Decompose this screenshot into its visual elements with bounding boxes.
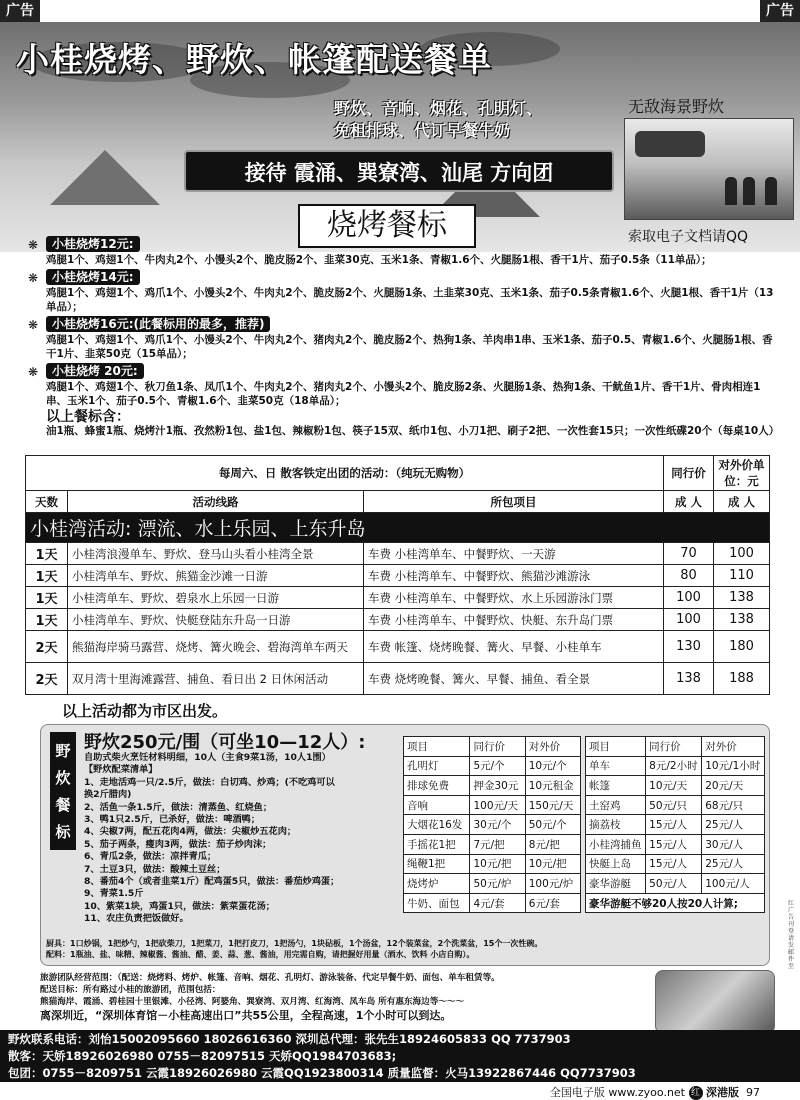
menu-item — [28, 363, 780, 408]
menu-item — [28, 236, 780, 267]
cell: 10元/把 — [470, 854, 525, 874]
table-row — [586, 854, 765, 874]
cell: 10元/把 — [525, 854, 580, 874]
table-row — [26, 543, 770, 565]
service-notes — [40, 972, 640, 1022]
section-title: 小桂湾活动: 漂流、水上乐园、上东升岛 — [26, 513, 770, 543]
cell: 对外价 — [702, 737, 765, 757]
table-row — [26, 587, 770, 609]
col-days: 天数 — [26, 491, 68, 513]
table-row — [586, 776, 765, 796]
vtag-char: 餐 — [55, 796, 71, 814]
distance-note: 离深圳近，“深圳体育馆－小桂高速出口”共55公里，全程高速，1个小时可以到达。 — [40, 1009, 452, 1022]
cell: 50元/个 — [525, 815, 580, 835]
publisher-logo-icon: 红 — [689, 1086, 703, 1100]
table-row — [404, 834, 581, 854]
activity-caption: 每周六、日 散客铁定出团的活动：（纯玩无购物） — [26, 456, 664, 491]
cell: 100元/炉 — [525, 874, 580, 894]
cookware-notes — [40, 938, 770, 960]
cell: 68元/只 — [702, 795, 765, 815]
vtag-char: 野 — [55, 742, 71, 760]
picnic-vertical-tag — [50, 732, 76, 850]
page-number: 97 — [746, 1086, 760, 1099]
table-header-row — [26, 456, 770, 491]
cell: 排球免费 — [404, 776, 470, 796]
peer-price-header: 同行价 — [664, 456, 714, 491]
row-peer-price: 70 — [664, 543, 714, 565]
table-row — [26, 631, 770, 663]
cell: 15元/人 — [646, 854, 702, 874]
cell: 5元/个 — [470, 756, 525, 776]
row-public-price: 110 — [714, 565, 770, 587]
row-items: 车费 小桂湾单车、中餐野炊、快艇、东升岛门票 — [364, 609, 664, 631]
row-items: 车费 小桂湾单车、中餐野炊、熊猫沙滩游泳 — [364, 565, 664, 587]
row-days: 1天 — [26, 543, 68, 565]
list-item: 【野炊配菜清单】 — [84, 764, 158, 776]
cell: 100元/天 — [470, 795, 525, 815]
contact-line: 野炊联系电话：刘怡15002095660 18026616360 深圳总代理：张先生18924605833 QQ 7737903 — [8, 1032, 571, 1046]
activity-table — [25, 455, 770, 695]
table-row — [26, 609, 770, 631]
cell: 50元/人 — [646, 874, 702, 894]
cell: 20元/天 — [702, 776, 765, 796]
cell: 25元/人 — [702, 815, 765, 835]
table-header-row — [26, 491, 770, 513]
extras-price-table-1 — [403, 736, 581, 913]
service-line-2: 免租排球、代订早餐牛奶 — [334, 121, 511, 140]
cell: 30元/个 — [470, 815, 525, 835]
vtag-char: 炊 — [55, 769, 71, 787]
person-shape — [743, 177, 755, 205]
cell: 同行价 — [470, 737, 525, 757]
section-row — [26, 513, 770, 543]
row-days: 1天 — [26, 565, 68, 587]
list-item: 3、鸭1只2.5斤，已杀好，做法：啤酒鸭； — [84, 814, 261, 826]
table-row — [586, 756, 765, 776]
flower-bullet-icon: ❋ — [28, 238, 39, 252]
tent-shape — [50, 150, 160, 205]
cell: 烧烤炉 — [404, 874, 470, 894]
extras-price-table-2 — [585, 736, 765, 913]
vtag-char: 标 — [55, 823, 71, 841]
table-row — [586, 834, 765, 854]
list-item: 4、尖椒7两，配五花肉4两，做法：尖椒炒五花肉； — [84, 826, 297, 838]
picnic-dish-list — [84, 752, 402, 926]
cell: 10元租金 — [525, 776, 580, 796]
cell: 50元/炉 — [470, 874, 525, 894]
cell: 4元/套 — [470, 893, 525, 913]
flower-bullet-icon: ❋ — [28, 271, 39, 285]
list-item: 2、活鱼一条1.5斤，做法：清蒸鱼、红烧鱼； — [84, 801, 273, 813]
list-item: 6、青瓜2条，做法：凉拌青瓜； — [84, 851, 217, 863]
menu-item-content: 鸡腿1个、鸡翅1个、鸡爪1个、小馒头2个、牛肉丸2个、猪肉丸2个、脆皮肠2个、热狗1条、羊肉串1串、玉米1条、茄子0.5、青椒1.6个、火腿肠1根、香干1片、韭菜50克（15单品）； — [46, 334, 773, 360]
row-days: 2天 — [26, 631, 68, 663]
row-route: 熊猫海岸骑马露营、烧烤、篝火晚会、碧海湾单车两天 — [68, 631, 364, 663]
table-row — [404, 795, 581, 815]
table-row — [404, 893, 581, 913]
cell: 15元/人 — [646, 815, 702, 835]
table-row — [404, 874, 581, 894]
cell: 快艇上岛 — [586, 854, 646, 874]
cell: 10元/1小时 — [702, 756, 765, 776]
person-shape — [725, 177, 737, 205]
cell: 帐篷 — [586, 776, 646, 796]
row-peer-price: 100 — [664, 587, 714, 609]
cell: 同行价 — [646, 737, 702, 757]
menu-item-label: 小桂烧烤14元: — [46, 269, 140, 285]
col-adult-public: 成 人 — [714, 491, 770, 513]
row-days: 1天 — [26, 587, 68, 609]
cell: 单车 — [586, 756, 646, 776]
cell: 牛奶、面包 — [404, 893, 470, 913]
cell: 对外价 — [525, 737, 580, 757]
row-peer-price: 80 — [664, 565, 714, 587]
cell: 25元/人 — [702, 854, 765, 874]
row-items: 车费 烧烤晚餐、篝火、早餐、捕鱼、看全景 — [364, 663, 664, 695]
row-public-price: 138 — [714, 587, 770, 609]
seaside-picnic-photo — [624, 118, 794, 220]
cell: 项目 — [586, 737, 646, 757]
col-route: 活动线路 — [68, 491, 364, 513]
col-adult-peer: 成 人 — [664, 491, 714, 513]
notes-line: 旅游团队经营范围：（配送：烧烤料、烤炉、帐篷、音响、烟花、孔明灯、游泳装备、代定早餐牛奶、面包、单车租赁等。 — [40, 973, 500, 983]
yacht-note: 豪华游艇不够20人按20人计算; — [586, 893, 765, 913]
menu-item-label: 小桂烧烤12元: — [46, 236, 140, 252]
row-days: 1天 — [26, 609, 68, 631]
cell: 手摇花1把 — [404, 834, 470, 854]
table-row — [586, 795, 765, 815]
row-route: 小桂湾浪漫单车、野炊、登马山头看小桂湾全景 — [68, 543, 364, 565]
cell: 8元/把 — [525, 834, 580, 854]
row-items: 车费 帐篷、烧烤晚餐、篝火、早餐、小桂单车 — [364, 631, 664, 663]
bbq-menu-list — [28, 236, 780, 438]
tent-shape — [635, 131, 705, 157]
row-days: 2天 — [26, 663, 68, 695]
cell: 押金30元 — [470, 776, 525, 796]
col-items: 所包项目 — [364, 491, 664, 513]
notes-line: 熊猫海岸、霞涌、碧桂园十里银滩、小径湾、阿婆角、巽寮湾、双月湾、红海湾、凤车岛 所有惠东海边等～～～ — [40, 997, 465, 1007]
list-item: 1、走地活鸡一只/2.5斤，做法：白切鸡、炒鸡；(不吃鸡可以 — [84, 776, 335, 788]
table-row — [26, 565, 770, 587]
row-items: 车费 小桂湾单车、中餐野炊、水上乐园游泳门票 — [364, 587, 664, 609]
cell: 30元/人 — [702, 834, 765, 854]
table-row — [26, 663, 770, 695]
row-items: 车费 小桂湾单车、中餐野炊、一天游 — [364, 543, 664, 565]
cell: 大烟花16发 — [404, 815, 470, 835]
cell: 8元/2小时 — [646, 756, 702, 776]
row-public-price: 100 — [714, 543, 770, 565]
table-row — [404, 815, 581, 835]
cell: 50元/只 — [646, 795, 702, 815]
row-route: 双月湾十里海滩露营、捕鱼、看日出 2 日休闲活动 — [68, 663, 364, 695]
list-item: 10、紫菜1块，鸡蛋1只，做法：紫菜蛋花汤； — [84, 900, 275, 912]
cell: 音响 — [404, 795, 470, 815]
page-footer — [0, 1084, 800, 1100]
main-title: 小桂烧烤、野炊、帐篷配送餐单 — [16, 40, 492, 79]
bbq-menu-title: 烧烤餐标 — [298, 204, 476, 248]
row-public-price: 188 — [714, 663, 770, 695]
cell: 10元/天 — [646, 776, 702, 796]
table-row — [404, 737, 581, 757]
cell: 绳鞭1把 — [404, 854, 470, 874]
includes-title: 以上餐标含： — [46, 409, 130, 425]
cell: 10元/个 — [525, 756, 580, 776]
list-item: 换2斤腊肉) — [84, 789, 132, 801]
cell: 孔明灯 — [404, 756, 470, 776]
cell: 摘荔枝 — [586, 815, 646, 835]
table-row — [586, 815, 765, 835]
menu-item — [28, 269, 780, 314]
menu-item-content: 鸡腿1个、鸡翅1个、秋刀鱼1条、凤爪1个、牛肉丸2个、猪肉丸2个、小馒头2个、脆皮肠2条、火腿肠1条、热狗1条、干鱿鱼1片、香干1片、骨肉相连1串、玉米1个、茄子0.5个、青椒1.6个、韭菜50克（18单品）； — [46, 381, 761, 407]
contact-line: 散客：天娇18926026980 0755－82097515 天娇QQ1984703683; — [8, 1049, 397, 1063]
table-row — [586, 893, 765, 913]
service-line-1: 野炊、音响、烟花、孔明灯、 — [334, 99, 543, 118]
table-row — [586, 874, 765, 894]
row-peer-price: 100 — [664, 609, 714, 631]
card-thumbnail-image — [655, 970, 775, 1034]
row-route: 小桂湾单车、野炊、熊猫金沙滩一日游 — [68, 565, 364, 587]
footer-edition: 深港版 — [706, 1086, 739, 1099]
picnic-title: 野炊250元/围（可坐10—12人）: — [84, 732, 366, 753]
contact-line: 包团：0755－8209751 云霞18926026980 云霞QQ1923800314 质量监督：火马13922867446 QQ7737903 — [8, 1066, 636, 1080]
tools-line: 厨具：1口炒锅，1把炒勺，1把砍柴刀，1把菜刀，1把打皮刀，1把汤勺，1块砧板，1个汤盆，12个装菜盆，2个洗菜盆，15个一次性碗。 — [46, 939, 543, 948]
row-public-price: 138 — [714, 609, 770, 631]
departure-note: 以上活动都为市区出发。 — [62, 702, 228, 720]
flower-bullet-icon: ❋ — [28, 365, 39, 379]
flower-bullet-icon: ❋ — [28, 318, 39, 332]
row-peer-price: 130 — [664, 631, 714, 663]
ad-tag-left: 广告 — [0, 0, 40, 22]
list-item: 自助式柴火烹饪材料明细，10人（主食9菜1汤，10人1围） — [84, 752, 331, 763]
cell: 土窑鸡 — [586, 795, 646, 815]
list-item: 8、番茄4个（或者韭菜1斤）配鸡蛋5只，做法：番茄炒鸡蛋； — [84, 876, 340, 888]
cell: 150元/天 — [525, 795, 580, 815]
table-row — [404, 756, 581, 776]
list-item: 7、土豆3只，做法：酸辣土豆丝； — [84, 863, 226, 875]
public-price-header: 对外价单位：元 — [714, 456, 770, 491]
photo-label: 无敌海景野炊 — [628, 97, 725, 116]
cell: 15元/人 — [646, 834, 702, 854]
side-note: 红广告刊登请发邮件至 — [788, 900, 795, 970]
service-list — [334, 98, 542, 142]
contact-bar — [0, 1030, 800, 1082]
cell: 豪华游艇 — [586, 874, 646, 894]
cell: 6元/套 — [525, 893, 580, 913]
person-shape — [765, 177, 777, 205]
menu-item-content: 鸡腿1个、鸡翅1个、牛肉丸2个、小馒头2个、脆皮肠2个、韭菜30克、玉米1条、青椒1.6个、火腿肠1根、香干1片、茄子0.5条（11单品）； — [46, 254, 712, 266]
includes-list: 油1瓶、蜂蜜1瓶、烧烤汁1瓶、孜然粉1包、盐1包、辣椒粉1包、筷子15双、纸巾1包、小刀1把、刷子2把、一次性套15只；一次性纸碟20个（每桌10人） — [46, 425, 780, 437]
list-item: 9、青菜1.5斤 — [84, 888, 144, 900]
photo-caption: 索取电子文档请QQ — [628, 229, 749, 245]
table-row — [586, 737, 765, 757]
row-peer-price: 138 — [664, 663, 714, 695]
table-row — [404, 854, 581, 874]
cell: 100元/人 — [702, 874, 765, 894]
table-row — [404, 776, 581, 796]
cell: 小桂湾捕鱼 — [586, 834, 646, 854]
row-public-price: 180 — [714, 631, 770, 663]
list-item: 11、农庄负责把饭做好。 — [84, 913, 189, 925]
condiments-line: 配料：1瓶油、盐、味精、辣椒酱、酱油、醋、姜、蒜、葱、酱油，用完需自购，请把握好用量（酒水、饮料 小店自购）。 — [46, 950, 475, 959]
ad-tag-right: 广告 — [760, 0, 800, 22]
footer-site: 全国电子版 www.zyoo.net — [549, 1086, 685, 1099]
menu-item-content: 鸡腿1个、鸡翅1个、鸡爪1个、小馒头2个、牛肉丸2个、脆皮肠2个、火腿肠1条、土韭菜30克、玉米1条、茄子0.5条青椒1.6个、火腿1根、香干1片（13单品）； — [46, 287, 774, 313]
list-item: 5、茄子两条，瘦肉3两，做法：茄子炒肉沫； — [84, 838, 272, 850]
menu-item-label: 小桂烧烤 20元: — [46, 363, 144, 379]
cell: 项目 — [404, 737, 470, 757]
notes-line: 配送目标：所有路过小桂的旅游团，范围包括： — [40, 985, 221, 995]
row-route: 小桂湾单车、野炊、快艇登陆东升岛一日游 — [68, 609, 364, 631]
cell: 7元/把 — [470, 834, 525, 854]
reception-banner: 接待 霞涌、巽寮湾、汕尾 方向团 — [184, 150, 614, 192]
row-route: 小桂湾单车、野炊、碧泉水上乐园一日游 — [68, 587, 364, 609]
menu-item — [28, 316, 780, 361]
menu-item-label: 小桂烧烤16元:(此餐标用的最多，推荐) — [46, 316, 270, 332]
